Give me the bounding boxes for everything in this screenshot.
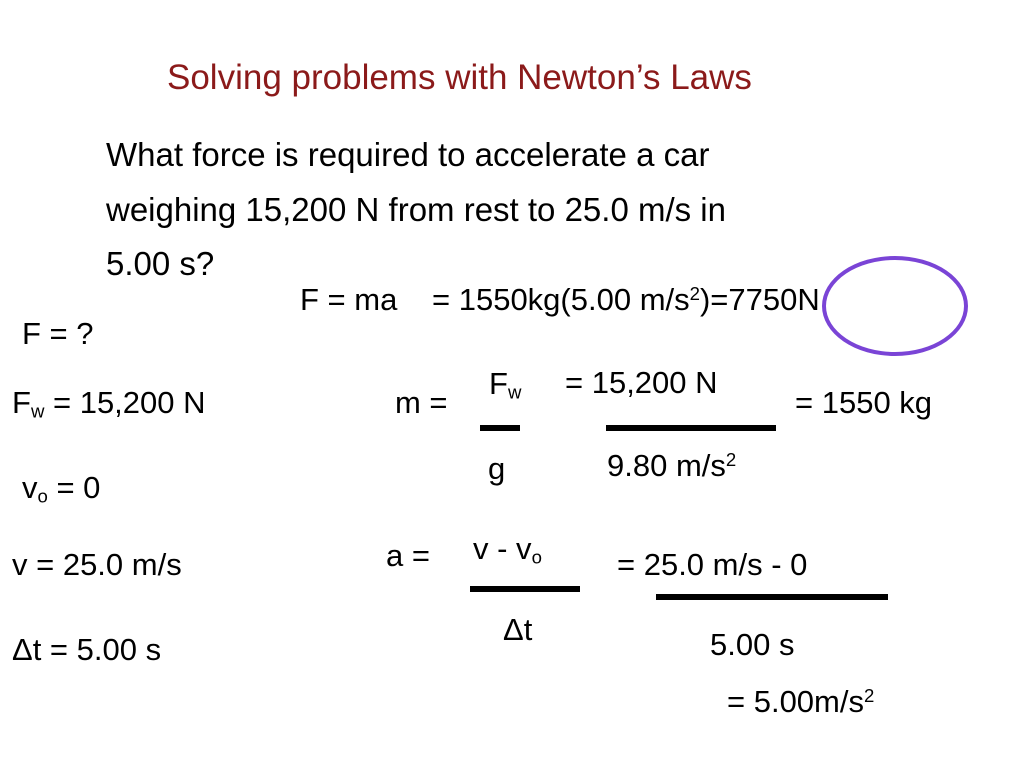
accel-denominator-symbol: Δt bbox=[503, 612, 533, 647]
given-weight-value: = 15,200 N bbox=[44, 385, 206, 420]
mass-numerator-subscript: w bbox=[507, 381, 522, 403]
force-equation-rhs bbox=[432, 284, 820, 315]
force-answer: 7750N bbox=[728, 282, 820, 317]
mass-denominator-value bbox=[607, 450, 736, 481]
question-line-2: weighing 15,200 N from rest to 25.0 m/s in bbox=[106, 191, 726, 228]
accel-denominator-value: 5.00 s bbox=[710, 627, 795, 662]
mass-result: = 1550 kg bbox=[795, 385, 933, 420]
force-equation-rhs-tail: )= bbox=[699, 282, 729, 317]
given-initial-velocity bbox=[22, 470, 101, 507]
given-initial-velocity-symbol: v bbox=[22, 470, 38, 505]
mass-value-fraction-bar bbox=[606, 425, 776, 431]
mass-denominator-value-exponent: 2 bbox=[725, 448, 737, 470]
accel-result-exponent: 2 bbox=[864, 684, 875, 706]
accel-result bbox=[727, 686, 874, 717]
force-equation-exponent: 2 bbox=[689, 282, 700, 304]
force-equation-rhs-main: = 1550kg(5.00 m/s bbox=[432, 282, 690, 317]
accel-label: a = bbox=[386, 538, 430, 573]
mass-numerator-base: F bbox=[489, 366, 508, 401]
question-line-1: What force is required to accelerate a car bbox=[106, 136, 710, 173]
accel-numerator-base: v - v bbox=[473, 531, 532, 566]
accel-numerator-value: = 25.0 m/s - 0 bbox=[617, 547, 808, 582]
given-force-unknown: F = ? bbox=[22, 316, 94, 351]
given-initial-velocity-value: = 0 bbox=[47, 470, 101, 505]
mass-numerator-value: = 15,200 N bbox=[565, 365, 718, 400]
mass-label: m = bbox=[395, 385, 448, 420]
mass-denominator-value-base: 9.80 m/s bbox=[607, 448, 726, 483]
given-initial-velocity-subscript: o bbox=[37, 485, 48, 507]
given-time: Δt = 5.00 s bbox=[12, 632, 162, 667]
question-line-3: 5.00 s? bbox=[106, 245, 215, 282]
mass-numerator-symbol bbox=[489, 366, 522, 403]
accel-value-fraction-bar bbox=[656, 594, 888, 600]
force-equation-lhs: F = ma bbox=[300, 282, 398, 317]
mass-denominator-symbol: g bbox=[488, 451, 506, 486]
given-weight-symbol: F bbox=[12, 385, 31, 420]
given-weight bbox=[12, 385, 206, 422]
accel-result-base: = 5.00m/s bbox=[727, 684, 864, 719]
slide-title: Solving problems with Newton’s Laws bbox=[167, 58, 752, 97]
given-weight-subscript: w bbox=[30, 400, 45, 422]
accel-numerator-symbol bbox=[473, 531, 542, 568]
accel-fraction-bar bbox=[470, 586, 580, 592]
mass-fraction-bar bbox=[480, 425, 520, 431]
accel-numerator-subscript: o bbox=[531, 546, 542, 568]
given-final-velocity: v = 25.0 m/s bbox=[12, 547, 182, 582]
answer-highlight-circle bbox=[822, 256, 968, 356]
